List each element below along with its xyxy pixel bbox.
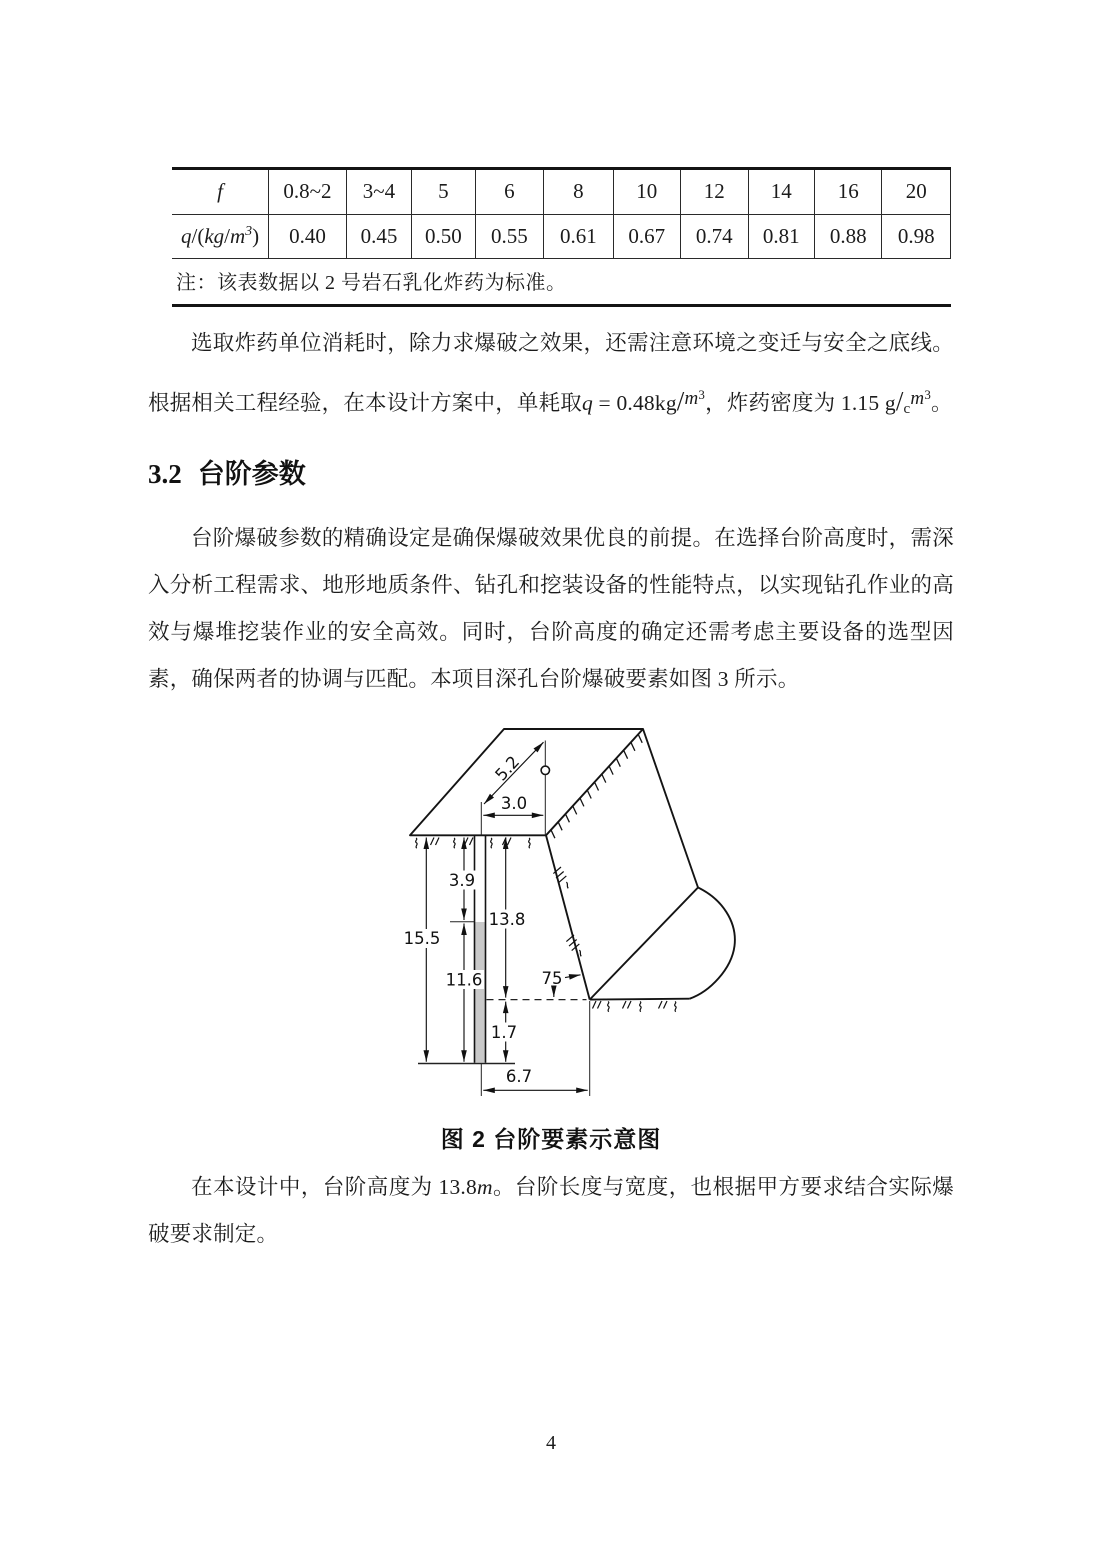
dim-label-face-angle: 75 [541,968,563,988]
explosive-consumption-table [172,167,951,307]
m-cubed: $m^3$ [684,386,706,409]
table-row-f [172,170,951,214]
m-cubed: $m^3$ [910,386,932,409]
paragraph-unit-consumption: 选取炸药单位消耗时，除力求爆破之效果，还需注意环境之变迁与安全之底线。根据相关工程经验，在本设计方案中，单耗取$q = 0.48kg/m^3$，炸药密度为 1.15 $g/cm^3$。 [148,330,954,417]
table-cell: 12 [681,170,748,214]
angle-leader-to-face [565,974,581,977]
dim-label-stemming: 3.9 [448,870,476,890]
table-cell: 0.98 [882,214,951,258]
crest-hatch-ticks [551,734,642,838]
table-cell: 0.8~2 [269,170,347,214]
table-cell: 14 [748,170,814,214]
table-cell: 6 [475,170,543,214]
table-cell: 20 [882,170,951,214]
row-header-f: f [172,170,269,214]
dim-label-subdrill: 1.7 [490,1022,518,1042]
page-number: 4 [546,1432,556,1454]
paragraph-bench-parameters: 台阶爆破参数的精确设定是确保爆破效果优良的前提。在选择台阶高度时，需深入分析工程需求、地形地质条件、钻孔和挖装设备的性能特点，以实现钻孔作业的高效与爆堆挖装作业的安全高效。同时，台阶高度的确定还需考虑主要设备的选型因素，确保两者的协调与匹配。本项目深孔台阶爆破要素如图 3 所示。 [148,525,954,691]
table-cell: 16 [814,170,881,214]
figure-bench-schematic [148,707,954,1154]
dim-label-charge: 11.6 [445,970,483,989]
table-cell: 0.45 [346,214,411,258]
row-header-q: $q/(kg/m^3)$ [172,214,269,258]
figure-caption: 图 2 台阶要素示意图 [440,1125,662,1152]
table-cell: 0.88 [814,214,881,258]
table-cell: 0.40 [269,214,347,258]
table-cell: 0.61 [544,214,613,258]
angle-leader-to-floor [554,986,556,997]
table-cell: 5 [412,170,475,214]
table-cell: 0.50 [412,214,475,258]
section-heading-3-2: 3.2 台阶参数 [148,458,306,489]
table-cell: 0.74 [681,214,748,258]
dim-label-bench-height: 13.8 [488,909,526,929]
table-cell: 0.55 [475,214,543,258]
page-content [148,0,954,1258]
ground-symbols-crest [416,837,531,848]
table-cell: 0.67 [613,214,680,258]
bench-diagram [358,707,778,1109]
dim-label-top-burden: 3.0 [500,793,528,813]
ground-symbols-toe [593,1001,677,1012]
table-cell: 3~4 [346,170,411,214]
table-note: 注：该表数据以 2 号岩石乳化炸药为标准。 [176,271,567,294]
explosive-charge [475,922,485,1063]
adjacent-hole-collar [541,766,549,774]
dim-label-hole-spacing: 5.2 [491,751,524,784]
borehole [475,835,486,1063]
table-cell: 0.81 [748,214,814,258]
table-cell: 10 [613,170,680,214]
consumption-table-grid [172,170,951,259]
bench-top-surface [410,729,643,835]
dim-label-total-depth: 15.5 [403,928,441,948]
dim-label-bottom-burden: 6.7 [505,1066,533,1086]
table-row-q [172,214,951,258]
paragraph-bench-height: 在本设计中，台阶高度为 13.8m。台阶长度与宽度，也根据甲方要求结合实际爆破要求制定。 [148,1174,955,1246]
table-cell: 8 [544,170,613,214]
bench-outline [410,729,735,1000]
